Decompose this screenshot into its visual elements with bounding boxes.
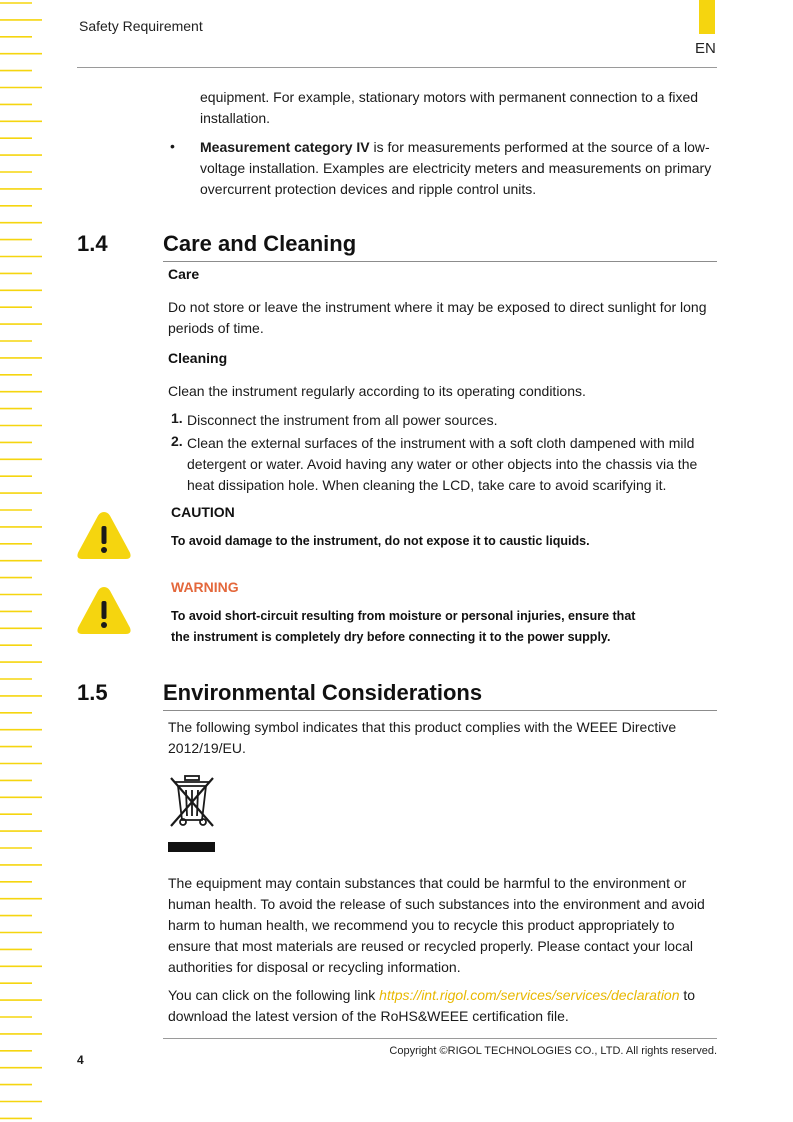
- weee-crossed-bin-icon: [168, 774, 216, 854]
- section-1-5-number: 1.5: [77, 680, 108, 705]
- cleaning-intro: Clean the instrument regularly according to its operating conditions.: [168, 383, 586, 399]
- category-iv-term: Measurement category IV: [200, 139, 370, 155]
- category-iv-paragraph: [200, 137, 715, 200]
- section-1-4-number: 1.4: [77, 231, 108, 256]
- section-1-5-title: Environmental Considerations: [163, 680, 483, 705]
- step-number: 1.: [171, 410, 183, 426]
- caution-heading: CAUTION: [171, 504, 235, 520]
- warning-heading: WARNING: [171, 579, 239, 595]
- category-iii-continuation: equipment. For example, stationary motors with permanent connection to a fixed installation.: [200, 89, 699, 126]
- section-1-4-rule: [163, 261, 717, 262]
- language-tab-label: EN: [695, 40, 716, 57]
- step-text: Disconnect the instrument from all power sources.: [187, 412, 498, 428]
- certification-paragraph: [168, 985, 720, 1027]
- caution-triangle-icon: [76, 510, 132, 560]
- margin-ruler: [0, 0, 46, 1122]
- care-heading: Care: [168, 266, 200, 282]
- footer-divider: [163, 1038, 717, 1039]
- care-text: Do not store or leave the instrument where it may be exposed to direct sunlight for long periods of time.: [168, 299, 707, 336]
- step-text: Clean the external surfaces of the instrument with a soft cloth dampened with mild detergent or water. Avoid having any water or other objects into the chassis via the heat dissipation hole. When cleaning the LCD, take care to avoid scarifying it.: [187, 435, 698, 493]
- link-suffix: to download the latest version of the RoHS&WEEE certification file.: [168, 987, 696, 1024]
- section-1-5-rule: [163, 710, 717, 711]
- bullet-marker: •: [170, 138, 175, 154]
- cleaning-heading: Cleaning: [168, 350, 228, 366]
- running-header-title: Safety Requirement: [79, 18, 203, 34]
- caution-text: To avoid damage to the instrument, do not expose it to caustic liquids.: [171, 534, 590, 548]
- declaration-link[interactable]: https://int.rigol.com/services/services/declaration: [379, 987, 680, 1003]
- warning-triangle-icon: [76, 585, 132, 635]
- link-prefix: You can click on the following link: [168, 987, 380, 1003]
- page-number: 4: [77, 1053, 84, 1067]
- weee-intro: The following symbol indicates that this product complies with the WEEE Directive 2012/19/EU.: [168, 719, 677, 756]
- warning-text: To avoid short-circuit resulting from moisture or personal injuries, ensure that the instrument is completely dry before connecting it to the power supply.: [171, 609, 636, 644]
- language-tab-marker: [699, 0, 715, 34]
- copyright-notice: Copyright ©RIGOL TECHNOLOGIES CO., LTD. All rights reserved.: [389, 1045, 717, 1057]
- category-iv-description: is for measurements performed at the source of a low-voltage installation. Examples are electricity meters and measurements on primary overcurrent protection devices and ripple control units.: [200, 139, 712, 197]
- section-1-4-title: Care and Cleaning: [163, 231, 357, 256]
- environment-body: The equipment may contain substances that could be harmful to the environment or human health. To avoid the release of such substances into the environment and avoid harm to human health, we recommend you to recycle this product appropriately to ensure that most materials are reused or recycled properly. Please contact your local authorities for disposal or recycling information.: [168, 875, 705, 975]
- header-divider: [77, 67, 717, 68]
- step-number: 2.: [171, 433, 183, 449]
